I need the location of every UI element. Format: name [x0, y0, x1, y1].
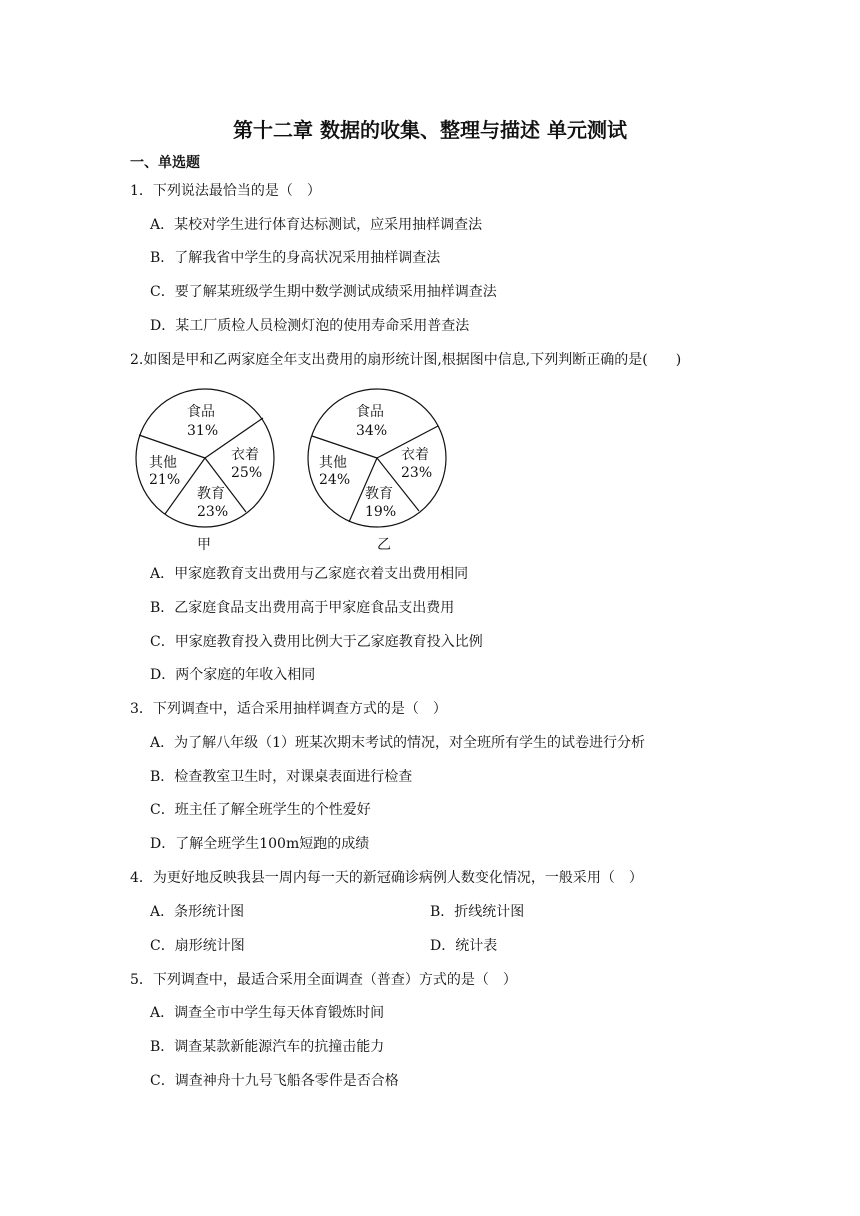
pie-yi-label-edu: 教育 [365, 486, 393, 502]
question-1-stem: 1．下列说法最恰当的是（ ） [130, 183, 321, 199]
pie-yi-caption: 乙 [377, 537, 391, 553]
pie-jia-label-clothing: 衣着 [231, 447, 259, 463]
question-2-stem: 2.如图是甲和乙两家庭全年支出费用的扇形统计图,根据图中信息,下列判断正确的是( ) [130, 352, 682, 368]
question-3-option-d[interactable]: D．了解全班学生100m短跑的成绩 [150, 836, 370, 852]
question-3-stem: 3．下列调查中，适合采用抽样调查方式的是（ ） [130, 701, 447, 717]
question-4-option-d[interactable]: D．统计表 [430, 938, 498, 954]
question-5-option-a[interactable]: A．调查全市中学生每天体育锻炼时间 [150, 1005, 385, 1021]
question-5-option-b[interactable]: B．调查某款新能源汽车的抗撞击能力 [150, 1039, 385, 1055]
pie-yi-value-other: 24% [319, 472, 351, 488]
question-5-stem: 5．下列调查中，最适合采用全面调查（普查）方式的是（ ） [130, 972, 517, 988]
pie-yi-value-food: 34% [356, 423, 388, 439]
pie-jia [136, 389, 274, 553]
pie-yi-value-clothing: 23% [401, 465, 433, 481]
question-4-option-b[interactable]: B．折线统计图 [430, 904, 525, 920]
pie-jia-value-other: 21% [149, 472, 181, 488]
pie-jia-caption: 甲 [197, 537, 211, 553]
question-4-option-c[interactable]: C．扇形统计图 [150, 938, 245, 954]
pie-jia-label-food: 食品 [187, 404, 215, 420]
pie-jia-value-clothing: 25% [231, 465, 263, 481]
pie-yi [308, 389, 446, 553]
question-2-option-d[interactable]: D．两个家庭的年收入相同 [150, 667, 316, 683]
page-title: 第十二章 数据的收集、整理与描述 单元测试 [233, 118, 627, 142]
question-1-option-c[interactable]: C．要了解某班级学生期中数学测试成绩采用抽样调查法 [150, 284, 497, 300]
question-4-option-a[interactable]: A．条形统计图 [150, 904, 245, 920]
pie-yi-value-edu: 19% [365, 504, 397, 520]
question-1-option-d[interactable]: D．某工厂质检人员检测灯泡的使用寿命采用普查法 [150, 318, 470, 334]
question-3-option-c[interactable]: C．班主任了解全班学生的个性爱好 [150, 802, 371, 818]
pie-jia-value-food: 31% [187, 423, 219, 439]
pie-charts-svg [135, 388, 455, 558]
question-4-stem: 4．为更好地反映我县一周内每一天的新冠确诊病例人数变化情况，一般采用（ ） [130, 870, 643, 886]
pie-jia-value-edu: 23% [197, 504, 229, 520]
pie-yi-label-food: 食品 [356, 404, 384, 420]
question-1-option-a[interactable]: A．某校对学生进行体育达标测试，应采用抽样调查法 [150, 217, 483, 233]
pie-charts [135, 388, 455, 558]
pie-jia-label-edu: 教育 [197, 486, 225, 502]
question-3-option-b[interactable]: B．检查教室卫生时，对课桌表面进行检查 [150, 769, 413, 785]
pie-yi-label-clothing: 衣着 [401, 447, 429, 463]
question-2-option-a[interactable]: A．甲家庭教育支出费用与乙家庭衣着支出费用相同 [150, 566, 469, 582]
question-2-option-b[interactable]: B．乙家庭食品支出费用高于甲家庭食品支出费用 [150, 600, 455, 616]
question-5-option-c[interactable]: C．调查神舟十九号飞船各零件是否合格 [150, 1073, 399, 1089]
section-heading: 一、单选题 [130, 155, 200, 171]
question-2-option-c[interactable]: C．甲家庭教育投入费用比例大于乙家庭教育投入比例 [150, 634, 483, 650]
question-1-option-b[interactable]: B．了解我省中学生的身高状况采用抽样调查法 [150, 250, 441, 266]
pie-jia-label-other: 其他 [149, 455, 177, 471]
question-3-option-a[interactable]: A．为了解八年级（1）班某次期末考试的情况，对全班所有学生的试卷进行分析 [150, 735, 646, 751]
pie-yi-label-other: 其他 [319, 455, 347, 471]
